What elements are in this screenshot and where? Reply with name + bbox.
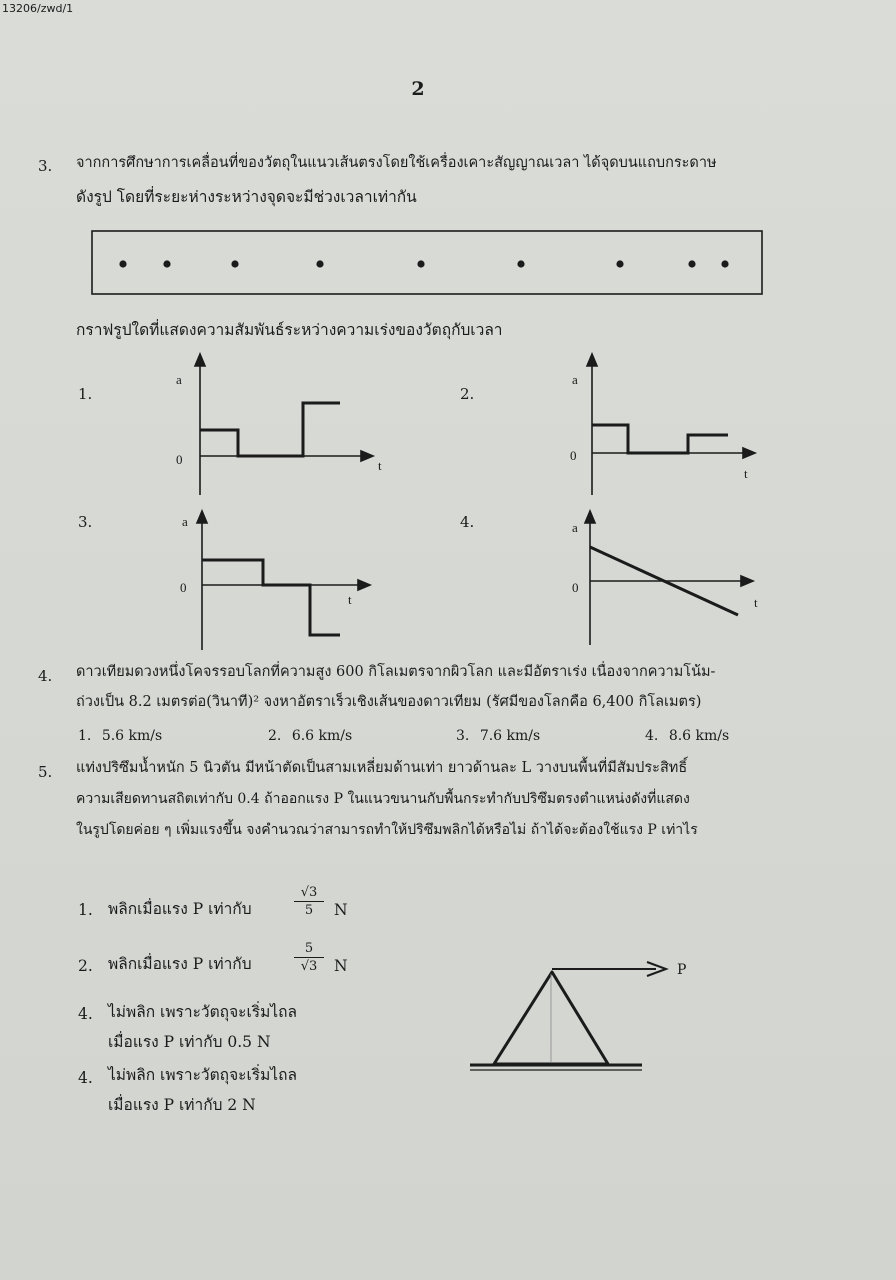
document-code: 13206/zwd/1 — [2, 2, 74, 15]
q3-graph-3 — [182, 505, 382, 655]
q5-choice-4-line1: ไม่พลิก เพราะวัตถุจะเริ่มไถล — [108, 1066, 297, 1084]
q3-text-line2: ดังรูป โดยที่ระยะห่างระหว่างจุดจะมีช่วงเวลาเท่ากัน — [76, 188, 417, 206]
q4-choice-3 — [456, 726, 540, 746]
q3-graph-1 — [180, 350, 380, 500]
q3-option-1-number: 1. — [78, 385, 93, 403]
acceleration-line — [200, 403, 340, 456]
q4-text-line2: ถ่วงเป็น 8.2 เมตรต่อ(วินาที)² จงหาอัตราเร็วเชิงเส้นของดาวเทียม (รัศมีของโลกคือ 6,400 กิโลเมตร) — [76, 694, 702, 710]
x-axis-arrow — [743, 448, 755, 458]
q3-option-2-y-label: a — [572, 372, 578, 387]
choice-text: 7.6 km/s — [479, 728, 541, 744]
y-axis-arrow — [197, 511, 207, 523]
q5-text-line2: ความเสียดทานสถิตเท่ากับ 0.4 ถ้าออกแรง P ในแนวขนานกับพื้นกระทำกับปริซึมตรงตำแหน่งดังที่แสดง — [76, 791, 690, 807]
q5-text-line1: แท่งปริซึมน้ำหนัก 5 นิวตัน มีหน้าตัดเป็นสามเหลี่ยมด้านเท่า ยาวด้านละ L วางบนพื้นที่มีสัมประสิทธิ์ — [76, 760, 688, 776]
q3-option-4-x-label: t — [754, 595, 758, 610]
choice-number: 4. — [645, 728, 659, 744]
fraction-numerator: 5 — [294, 940, 324, 958]
y-axis-arrow — [587, 354, 597, 366]
q3-option-3-zero-label: 0 — [180, 580, 187, 595]
fraction-numerator: √3 — [294, 884, 324, 902]
choice-text: 8.6 km/s — [668, 728, 730, 744]
q3-option-1-y-label: a — [176, 372, 182, 387]
q5-choice-2-text: พลิกเมื่อแรง P เท่ากับ — [108, 955, 252, 973]
q5-choice-2-unit: N — [334, 957, 348, 975]
force-label: P — [677, 962, 687, 978]
q3-option-3-y-label: a — [182, 514, 188, 529]
fraction-denominator: 5 — [304, 903, 314, 918]
tape-dot — [316, 260, 323, 267]
q3-option-4-zero-label: 0 — [572, 580, 579, 595]
tape-dot — [721, 260, 728, 267]
q3-option-4-y-label: a — [572, 520, 578, 535]
q4-choice-4 — [645, 726, 729, 746]
q5-choice-4-number: 4. — [78, 1069, 93, 1087]
fraction-denominator: √3 — [300, 959, 318, 974]
q5-choice-1-text: พลิกเมื่อแรง P เท่ากับ — [108, 900, 252, 918]
q5-choice-1-number: 1. — [78, 901, 93, 919]
q5-number: 5. — [38, 763, 53, 781]
q5-choice-3-line1: ไม่พลิก เพราะวัตถุจะเริ่มไถล — [108, 1003, 297, 1021]
q5-text-line3: ในรูปโดยค่อย ๆ เพิ่มแรงขึ้น จงคำนวณว่าสามารถทำให้ปริซึมพลิกได้หรือไม่ ถ้าได้จะต้องใช้แรง P เท่าไร — [76, 822, 698, 838]
q5-choice-2-number: 2. — [78, 957, 93, 975]
page-number: 2 — [411, 78, 425, 100]
choice-number: 3. — [456, 728, 470, 744]
q3-number: 3. — [38, 157, 53, 175]
q3-text-line1: จากการศึกษาการเคลื่อนที่ของวัตถุในแนวเส้นตรงโดยใช้เครื่องเคาะสัญญาณเวลา ได้จุดบนแถบกระดาษ — [76, 155, 717, 171]
q4-choice-1 — [78, 726, 162, 746]
x-axis-arrow — [358, 580, 370, 590]
acceleration-line — [202, 560, 340, 635]
x-axis-arrow — [741, 576, 753, 586]
q5-choice-1-fraction — [294, 884, 324, 919]
choice-number: 1. — [78, 728, 92, 744]
choice-text: 6.6 km/s — [291, 728, 353, 744]
q3-option-3-number: 3. — [78, 513, 93, 531]
q3-option-2-zero-label: 0 — [570, 448, 577, 463]
x-axis-arrow — [361, 451, 373, 461]
tape-dot — [163, 260, 170, 267]
q5-choice-4-line2: เมื่อแรง P เท่ากับ 2 N — [108, 1096, 256, 1114]
q3-option-3-x-label: t — [348, 592, 352, 607]
choice-number: 2. — [268, 728, 282, 744]
y-axis-arrow — [195, 354, 205, 366]
q3-option-2-number: 2. — [460, 385, 475, 403]
q5-choice-2-fraction — [294, 940, 324, 975]
q3-graph-2 — [572, 350, 762, 500]
tape-dot — [417, 260, 424, 267]
q3-graph-4 — [570, 505, 760, 650]
q3-option-1-x-label: t — [378, 458, 382, 473]
prism-diagram — [460, 950, 700, 1085]
tape-dot — [616, 260, 623, 267]
q5-choice-1-unit: N — [334, 901, 348, 919]
choice-text: 5.6 km/s — [101, 728, 163, 744]
ticker-tape — [92, 231, 762, 294]
tape-dot — [688, 260, 695, 267]
q3-option-4-number: 4. — [460, 513, 475, 531]
tape-dot — [517, 260, 524, 267]
y-axis-arrow — [585, 511, 595, 523]
q3-option-2-x-label: t — [744, 466, 748, 481]
q5-choice-3-line2: เมื่อแรง P เท่ากับ 0.5 N — [108, 1033, 271, 1051]
ticker-tape-diagram — [88, 228, 768, 298]
q5-choice-3-number: 4. — [78, 1005, 93, 1023]
acceleration-line — [592, 425, 728, 453]
q4-text-line1: ดาวเทียมดวงหนึ่งโคจรรอบโลกที่ความสูง 600 กิโลเมตรจากผิวโลก และมีอัตราเร่ง เนื่องจากความโน้ม- — [76, 664, 716, 680]
tape-dot — [231, 260, 238, 267]
q3-option-1-zero-label: 0 — [176, 452, 183, 467]
q4-choice-2 — [268, 726, 352, 746]
q3-question: กราฟรูปใดที่แสดงความสัมพันธ์ระหว่างความเร่งของวัตถุกับเวลา — [76, 321, 503, 339]
q4-number: 4. — [38, 667, 53, 685]
tape-dot — [119, 260, 126, 267]
